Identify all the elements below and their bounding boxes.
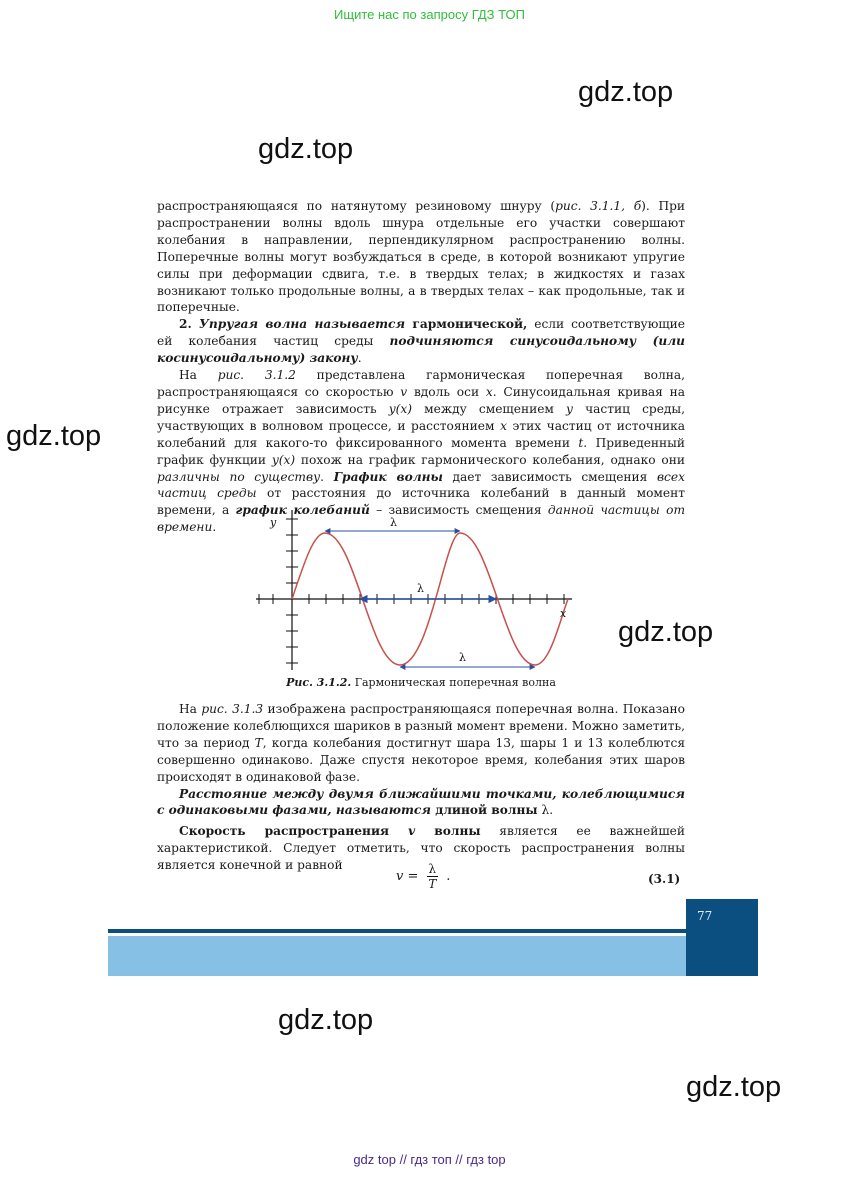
footer-band-dark [108,929,688,933]
watermark: gdz.top [618,616,714,648]
watermark: gdz.top [258,133,354,165]
page-number: 77 [697,909,713,923]
equation-number: (3.1) [648,872,681,886]
footer-links[interactable]: gdz top // гдз топ // гдз top [353,1152,506,1167]
watermark: gdz.top [6,420,102,452]
lambda-label-middle: λ [417,582,424,595]
lambda-label-top: λ [390,516,397,529]
fraction: $\frac{\lambda}{T}$ [428,862,437,891]
top-banner[interactable]: Ищите нас по запросу ГДЗ ТОП [334,7,525,22]
footer-band-light [108,936,688,976]
paragraph-transverse-waves: распространяющаяся по натянутому резиновому шнуру (рис. 3.1.1, б). При распространении волны вдоль шнура отдельные его участки совершают колебания в направлении, перпендикулярном распространению волны. Поперечные волны могут возбуждаться в среде, в которой возникают упругие силы при деформации сдвига, т.е. в твердых телах; в жидкостях и газах возникают только продольные волны, а в твердых телах – как продольные, так и поперечные. [157,199,685,315]
lambda-label-bottom: λ [459,651,466,664]
watermark: gdz.top [686,1071,782,1103]
figure-caption: Рис. 3.1.2. Гармоническая поперечная волна [286,676,556,689]
paragraph-balls: На рис. 3.1.3 изображена распространяющаяся поперечная волна. Показано положение колеблющихся шариков в разный момент времени. Можно заметить, что за период T, когда колебания достигнут шара 13, шары 1 и 13 колеблются совершенно одинаково. Даже спустя некоторое время, колебания этих шаров происходят в одинаковой фазе. [157,702,686,784]
y-axis-label: y [270,516,277,529]
formula-speed: v = $\frac{\lambda}{T}$ . [396,862,451,891]
x-axis-label: x [560,607,567,620]
y-axis [286,510,298,670]
text-block-bottom [157,701,685,874]
watermark: gdz.top [578,76,674,108]
paragraph-wave-graph: На рис. 3.1.2 представлена гармоническая поперечная волна, распространяющаяся со скоростью v вдоль оси x. Синусоидальная кривая на рисунке отражает зависимость y(x) между смещением y частиц среды, участвующих в волновом процессе, и расстоянием x этих частиц от источника колебаний для какого-то фиксированного момента времени t. Приведенный график функции y(x) похож на график гармонического колебания, однако они различны по существу. График волны дает зависимость смещения всех частиц среды от расстояния до источника колебаний в данный момент времени, а график колебаний – зависимость смещения данной частицы от времени. [157,368,685,535]
watermark: gdz.top [278,1004,374,1036]
text-block-top [157,198,685,536]
wave-figure [250,505,590,675]
paragraph-wavelength-definition: Расстояние между двумя ближайшими точками, колеблющимися с одинаковыми фазами, называются длиной волны λ. [157,786,685,818]
paragraph-speed: Скорость распространения v волны является ее важнейшей характеристикой. Следует отметить, что скорость распространения волны является конечной и равной [157,824,685,873]
paragraph-harmonic-definition: 2. Упругая волна называется гармонической, если соответствующие ей колебания частиц среды подчиняются синусоидальному (или косинусоидальному) закону. [157,317,685,366]
